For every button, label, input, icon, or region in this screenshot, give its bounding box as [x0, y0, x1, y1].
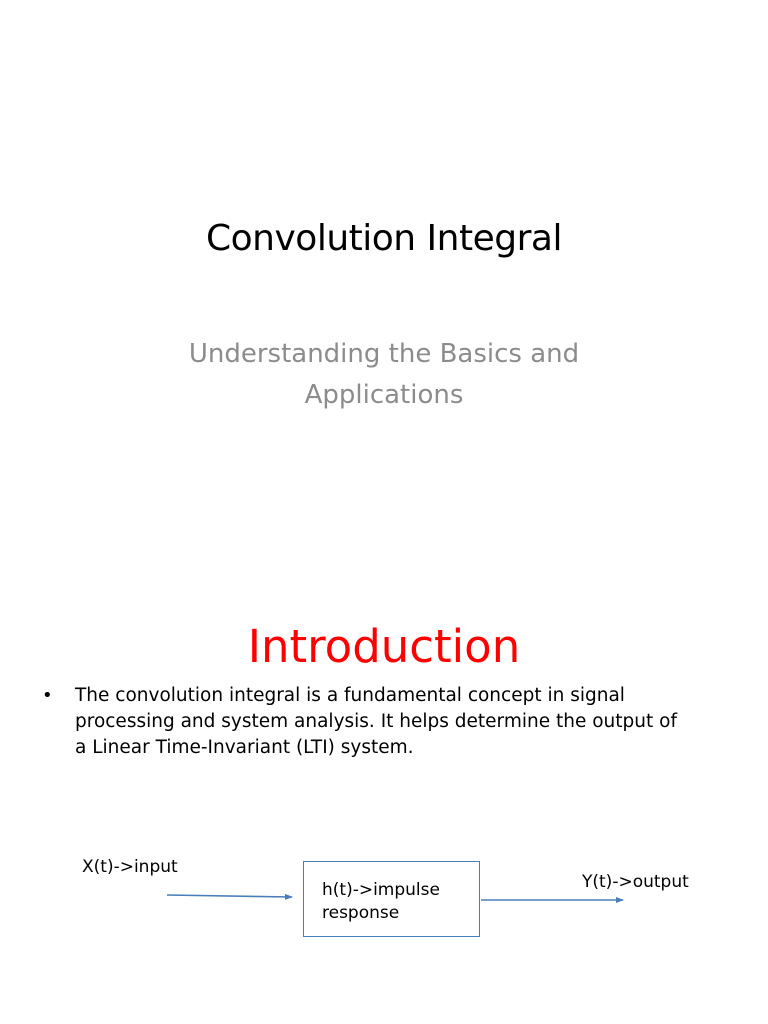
lti-system-diagram: [0, 576, 768, 1024]
introduction-heading: Introduction: [247, 620, 521, 673]
diagram-arrows: [0, 576, 768, 1024]
slide-title: Convolution Integral: [206, 218, 562, 259]
input-arrow: [167, 895, 292, 897]
bullet-icon: •: [42, 685, 53, 706]
impulse-response-box: [303, 861, 480, 937]
input-label: X(t)->input: [82, 857, 178, 877]
introduction-slide: [0, 576, 768, 1024]
slide-subtitle: Understanding the Basics and Applications: [188, 339, 580, 410]
output-label: Y(t)->output: [582, 872, 689, 892]
impulse-response-label: h(t)->impulse response: [322, 880, 440, 923]
bullet-text: The convolution integral is a fundamental concept in signal processing and system analysis. It helps determine the output of a Linear Time-Invariant (LTI) system.: [75, 685, 677, 758]
